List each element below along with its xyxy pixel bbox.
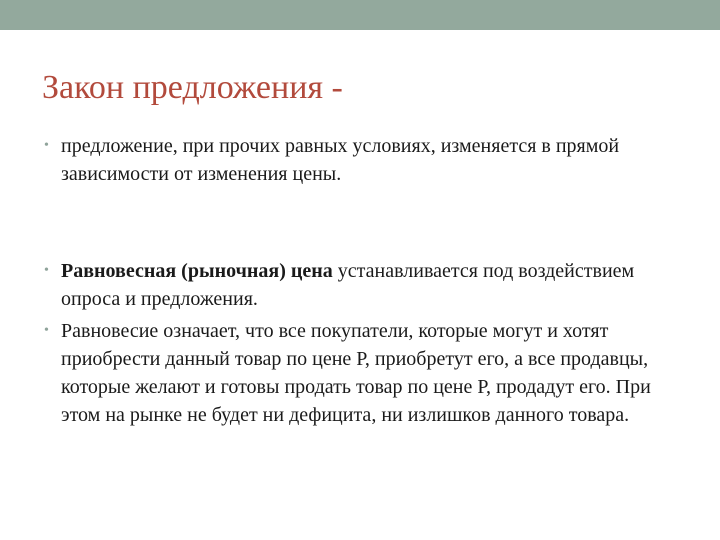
bullet-bold-term: Равновесная (рыночная) цена [61,260,333,282]
bullet-equilibrium-meaning [44,317,694,429]
bullet-text: устанавливается под воздействием опроса и предложения. [61,260,635,310]
bullet-supply-definition [44,132,694,188]
bullet-text: Равновесие означает, что все покупатели, которые могут и хотят приобрести данный товар по цене Р, приобретут его, а все продавцы, которые желают и готовы продать товар по цене Р, продадут его. При этом на рынке не будет ни дефицита, ни излишков данного товара. [61,320,651,426]
slide [0,30,720,540]
slide-title: Закон предложения - [42,69,343,106]
bullet-text: предложение, при прочих равных условиях, изменяется в прямой зависимости от изменения цены. [61,135,620,185]
top-accent-bar [0,0,720,30]
bullet-equilibrium-price [44,257,694,313]
bullet-list [44,132,694,429]
